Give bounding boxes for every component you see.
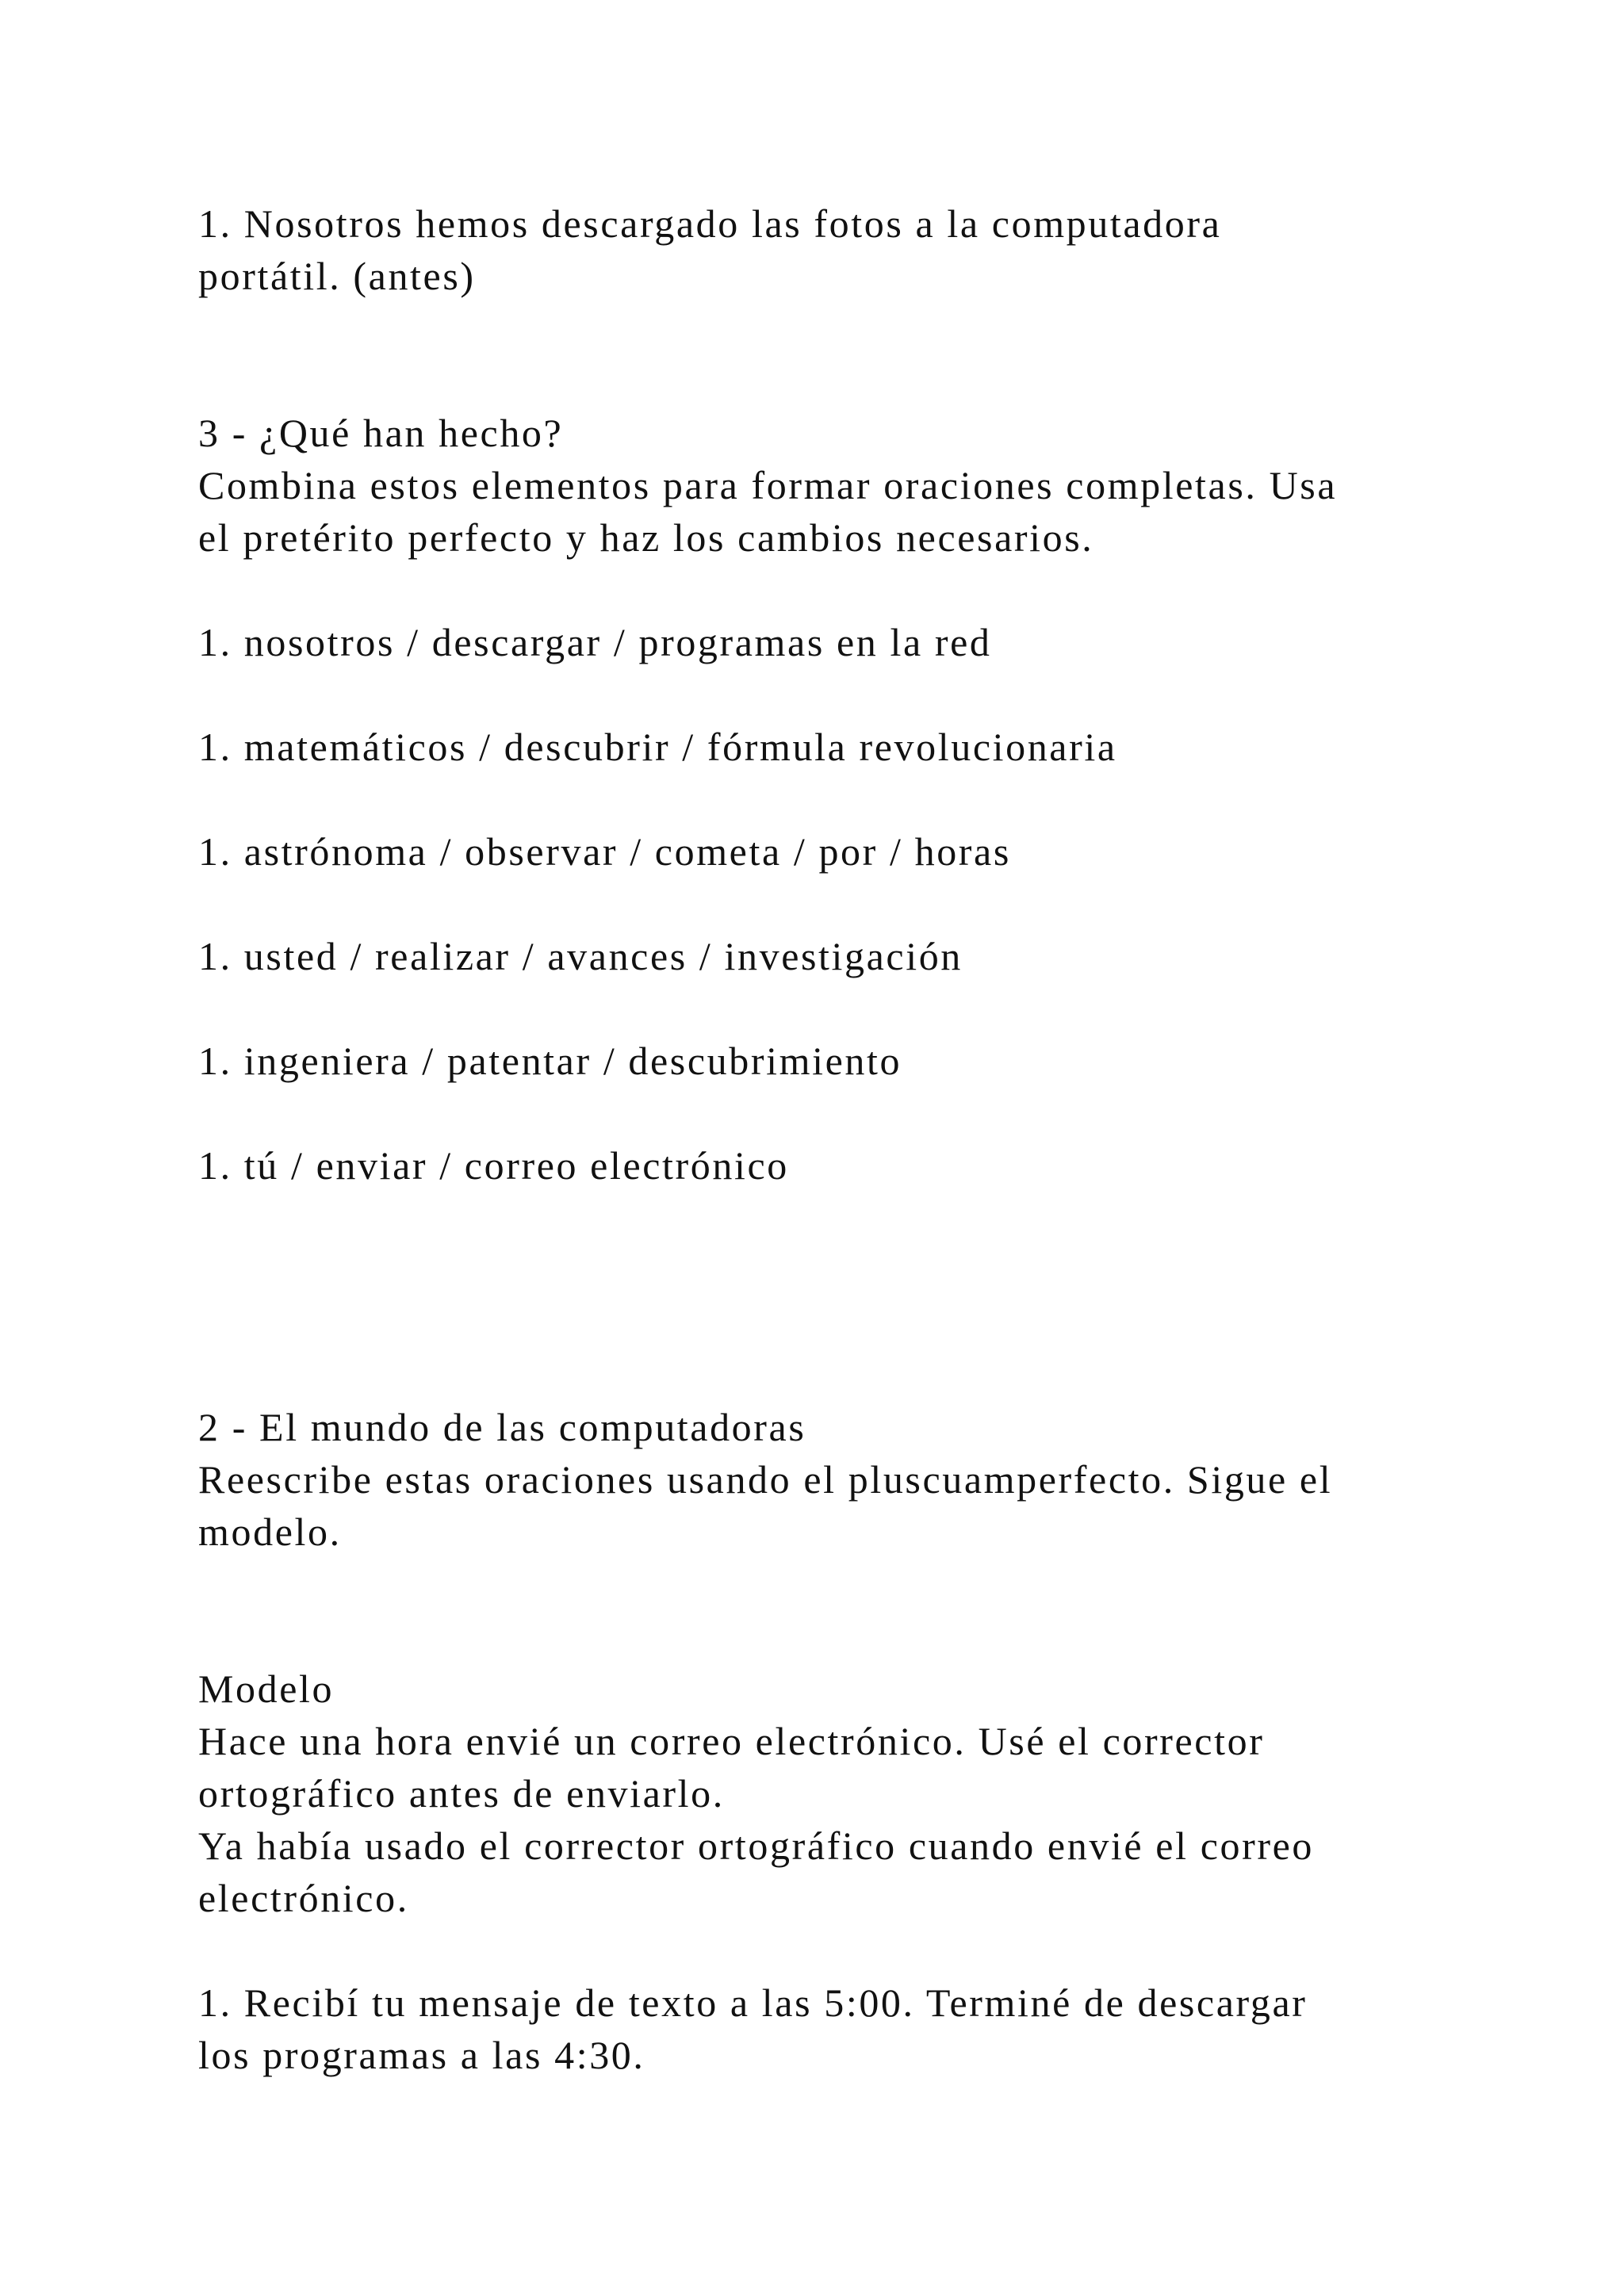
model-line-2: ortográfico antes de enviarlo.	[198, 1771, 725, 1816]
model-line-1: Hace una hora envié un correo electrónico. Usé el corrector	[198, 1719, 1265, 1763]
section-3-item: 1. matemáticos / descubrir / fórmula revolucionaria	[198, 725, 1117, 769]
section-2-item-1-line-1: 1. Recibí tu mensaje de texto a las 5:00. Terminé de descargar	[198, 1980, 1308, 2025]
section-3-heading: 3 - ¿Qué han hecho?	[198, 411, 564, 455]
section-3-item: 1. usted / realizar / avances / investigación	[198, 934, 963, 978]
intro-item-line-2: portátil. (antes)	[198, 254, 476, 298]
model-line-4: electrónico.	[198, 1876, 409, 1920]
section-3-item: 1. astrónoma / observar / cometa / por / horas	[198, 829, 1011, 874]
section-3-item: 1. ingeniera / patentar / descubrimiento	[198, 1039, 902, 1083]
section-2-instructions-line-1: Reescribe estas oraciones usando el pluscuamperfecto. Sigue el	[198, 1457, 1333, 1502]
section-3-item: 1. nosotros / descargar / programas en la red	[198, 620, 992, 664]
section-2-instructions-line-2: modelo.	[198, 1510, 342, 1554]
section-2-item-1-line-2: los programas a las 4:30.	[198, 2033, 645, 2077]
section-3-instructions-line-2: el pretérito perfecto y haz los cambios necesarios.	[198, 515, 1094, 560]
section-2-heading: 2 - El mundo de las computadoras	[198, 1405, 806, 1449]
intro-item-line-1: 1. Nosotros hemos descargado las fotos a la computadora	[198, 201, 1222, 246]
model-line-3: Ya había usado el corrector ortográfico cuando envié el correo	[198, 1823, 1314, 1868]
section-3-item: 1. tú / enviar / correo electrónico	[198, 1143, 789, 1188]
model-label: Modelo	[198, 1667, 335, 1711]
section-3-instructions-line-1: Combina estos elementos para formar oraciones completas. Usa	[198, 463, 1338, 507]
